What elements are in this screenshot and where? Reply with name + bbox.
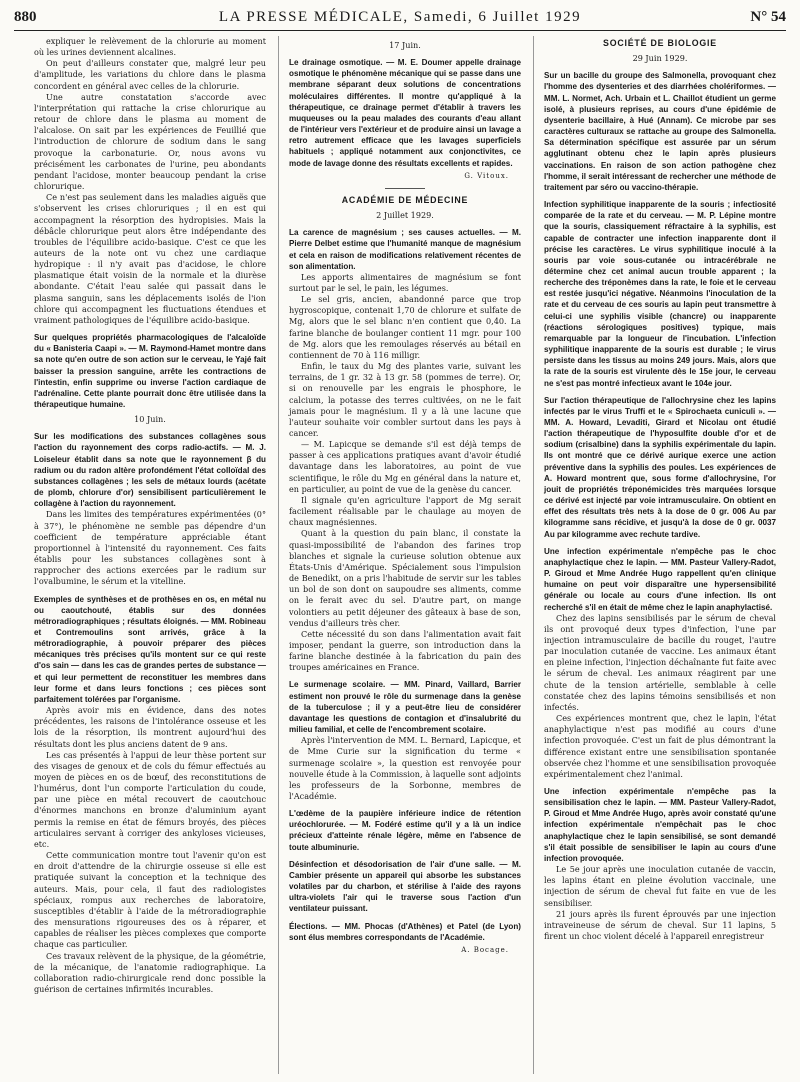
column-left bbox=[34, 36, 266, 1074]
article-heading: Sur quelques propriétés pharmacologiques de l'alcaloïde du « Banisteria Caapi ». — M. Raymond-Hamet montre dans sa note qu'en outre de son action sur le cerveau, le Yajé fait baisser la pression sanguine, arrête les contractions de l'intestin, enfin supprime ou inverse l'action cardiaque de l'adrénaline. Cette plante pourrait donc être utilisée dans la thérapeutique humaine. bbox=[34, 333, 266, 409]
section-title: SOCIÉTÉ DE BIOLOGIE bbox=[603, 38, 717, 48]
article-heading: Sur les modifications des substances collagènes sous l'action du rayonnement des corps radio-actifs. — M. J. Loiseleur établit dans sa note que le rayonnement β du radium ou du radon altère profondément l'état colloïdal des substances collagènes ; les sels de métaux lourds (acétate de plomb, chlorure d'or) sensibilisent particulièrement le collagène à l'action du rayonnement. bbox=[34, 432, 266, 509]
session-date: 17 Juin. bbox=[389, 40, 421, 50]
paragraph: Dans les limites des températures expérimentées (0° à 37°), le phénomène ne semble pas dépendre d'un coefficient de température appréciable étant proportionnel à l'intensité du rayonnement. Ces faits établis pour les substances collagènes sont à rapprocher des actions exercées par le radium sur l'ovalbumine, le sérum et la vitelline. bbox=[34, 509, 266, 587]
paragraph: 21 jours après ils furent éprouvés par une injection intraveineuse de sérum de cheval. Sur 11 lapins, 5 firent un choc violent décelé à l'appareil enregistreur bbox=[544, 908, 776, 942]
article-heading: La carence de magnésium ; ses causes actuelles. — M. Pierre Delbet estime que l'humanité manque de magnésium et cela en raison de modifications relativement récentes de son alimentation. bbox=[289, 228, 521, 271]
article-heading: Une infection expérimentale n'empêche pas le choc anaphylactique chez le lapin. — MM. Pasteur Vallery-Radot, P. Giroud et Mme Andrée Hugo rappellent qu'en clinique humaine on peut voir disparaître une hypersensibilité générale ou locale au cours d'une infection. Ils ont recherché s'il en était de même chez le lapin anaphylactisé. bbox=[544, 546, 776, 612]
paragraph: Une autre constatation s'accorde avec l'interprétation qui rattache la crise chlorurique au retour de chlore dans le plasma au moment de l'alcalose. On sait par les expériences de Feuillié que l'introduction de chlorure de sodium dans le sang provoque la carbonaturie. Or, nous avons vu précisément les carbonates de l'urine, peu abondants pendant l'acidose, monter beaucoup pendant la crise chlorurique. bbox=[34, 91, 266, 192]
article-heading: L'œdème de la paupière inférieure indice de rétention uréochlorurée. — M. Fodéré estime qu'il y a là un indice précieux d'atteinte rénale légère, même en l'absence de toute albuminurie. bbox=[289, 809, 521, 852]
paragraph: — M. Lapicque se demande s'il est déjà temps de passer à ces applications pratiques avant d'avoir étudié davantage dans les laboratoires, au point de vue scientifique, le rôle du Mg en général dans la nature et, en particulier, au point de vue de la genèse du cancer. bbox=[289, 439, 521, 494]
article-heading: Sur l'action thérapeutique de l'allochrysine chez les lapins infectés par le virus Truffi et le « Spirochaeta cuniculi ». — MM. A. Howard, Levaditi, Girard et Nicolau ont étudié l'action thérapeutique de l'hyposulfite double d'or et de sodium (crisalbine) dans la syphilis expérimentale du lapin. Ils ont montré que ce dérivé aurique exerce une action préventive dans la syphilis des poules. Les expériences de A. Howard montrent que, sous forme d'allochrysine, l'or jouit de propriétés tréponémicides très marquées lorsque ce dérivé est injecté par voie intramusculaire. On obtient en effet des résultats très nets à la dose de 0 gr. 006 Au par kilogramme sans récidive, et jusqu'à la dose de 0 gr. 0037 Au par kilogramme avec rechute tardive. bbox=[544, 395, 776, 539]
paragraph: Après l'intervention de MM. L. Bernard, Lapicque, et de Mme Curie sur la signification du terme « surmenage scolaire », la question est renvoyée pour nouvelle étude à la Commission, à laquelle sont adjoints les professeurs de la Sorbonne, membres de l'Académie. bbox=[289, 735, 521, 801]
section-title: ACADÉMIE DE MÉDECINE bbox=[341, 194, 469, 205]
session-date: 29 Juin 1929. bbox=[632, 53, 688, 64]
author-signature: A. Bocage. bbox=[461, 945, 509, 954]
issue-number: N° 54 bbox=[750, 8, 786, 25]
paragraph: expliquer le relèvement de la chlorurie au moment où les urines deviennent alcalines. bbox=[34, 36, 266, 58]
paragraph: Cette communication montre tout l'avenir qu'on est en droit d'attendre de la chirurgie osseuse si elle est pratiquée suivant la conception et la technique des auteurs. Mais, pour cela, il faut des radiologistes spéciaux, rompus aux recherches de laboratoire, susceptibles d'établir à l'aide de la métroradiographie des mensurations rigoureuses des os à réparer, et capables de réaliser les pièces complexes que comporte chaque cas particulier. bbox=[34, 850, 266, 950]
paragraph: On peut d'ailleurs constater que, malgré leur peu d'amplitude, les variations du chlore dans le plasma concordent en général avec celles de la chlorurie. bbox=[34, 58, 266, 91]
column-right bbox=[533, 36, 776, 1074]
paragraph: Chez des lapins sensibilisés par le sérum de cheval ils ont provoqué deux types d'infection, l'une par injection intramusculaire de bacille du rouget, l'autre par inoculation cutanée de vaccine. Les animaux étant en pleine infection, l'injection déchaînante fut faite avec le sérum de cheval. Les animaux réagirent par une chute de la tension artérielle, semblable à celle constatée chez des lapins témoins sensibilisés et non infectés. bbox=[544, 612, 776, 712]
paragraph: Il signale qu'en agriculture l'apport de Mg serait facilement réalisable par le chaulage au moyen de chaux magnésiennes. bbox=[289, 494, 521, 528]
paragraph: Ces expériences montrent que, chez le lapin, l'état anaphylactique n'est pas modifié au cours d'une infection provoquée. C'est un fait de plus démontrant la différence existant entre une sensibilisation spontanée observée chez l'homme et une sensibilisation provoquée expérimentalement chez l'animal. bbox=[544, 713, 776, 779]
paragraph: Quant à la question du pain blanc, il constate la quasi-impossibilité de l'abandon des farines trop blanches et signale la curieuse solution obtenue aux États-Unis d'Amérique. Spécialement sous l'impulsion de Benedikt, on a pris l'habitude de servir sur les tables un bol de son dont on saupoudre ses aliments, comme on le ferait avec du sel. D'autre part, on mange volontiers au petit déjeuner des gâteaux à base de son, vendus d'ailleurs très cher. bbox=[289, 528, 521, 628]
paragraph: Enfin, le taux du Mg des plantes varie, suivant les terrains, de 1 gr. 32 à 13 gr. 58 (pommes de terre). Or, si on renouvelle par les engrais le phosphore, le calcium, la potasse des terres cultivées, on ne le fait jamais pour le magnésium. Il y a là une lacune que l'auteur souhaite voir combler surtout dans les pays à cancer. bbox=[289, 361, 521, 438]
paragraph: Les apports alimentaires de magnésium se font surtout par le sel, le pain, les légumes. bbox=[289, 271, 521, 293]
article-heading: Exemples de synthèses et de prothèses en os, en métal nu ou caoutchouté, établis sur des données métroradiographiques ; résultats éloignés. — MM. Robineau et Contremoulins sont arrivés, grâce à la métroradiographie, à pouvoir préparer des pièces mécaniques très précises qu'ils montent sur ce qui reste d'os sain — dans les cas de grandes pertes de substance — et qui leur permettent de reconstituer les membres dans leur forme et dans leurs fonctions ; ces pièces sont parfaitement tolérées par l'organisme. bbox=[34, 594, 266, 704]
paragraph: Ces travaux relèvent de la physique, de la géométrie, de la mécanique, de l'anatomie radiographique. La collaboration radio-chirurgicale rend donc possible la guérison de certaines infirmités incurables. bbox=[34, 950, 266, 994]
column-middle bbox=[278, 36, 521, 1074]
journal-title: LA PRESSE MÉDICALE, Samedi, 6 Juillet 1929 bbox=[218, 8, 582, 25]
session-date: 2 Juillet 1929. bbox=[376, 210, 434, 221]
page-body bbox=[34, 36, 776, 1074]
page-number: 880 bbox=[14, 8, 37, 25]
paragraph: Ce n'est pas seulement dans les maladies aiguës que s'observent les crises chloruriques ; il en est qui accompagnent la résorption des hydropisies. Mais la débâcle chlorurique peut alors être indépendante des troubles de l'équilibre acido-basique. C'est ce que les auteurs de la note ont vu chez une cardiaque hydropique : il n'y avait pas d'acidose, le chlore plasmatique était voisin de la normale et la diurèse abondante. C'était l'eau salée qui passait dans le plasma sanguin, sans les déplacements isolés de l'ion chlore qui accompagnent les fluctuations étendues et vraiment pathologiques de l'équilibre acido-basique. bbox=[34, 192, 266, 325]
article-heading: Le drainage osmotique. — M. E. Doumer appelle drainage osmotique le phénomène mécanique qui se passe dans une membrane séparant deux solutions de concentrations moléculaires différentes. Il montre qu'appliqué à la thérapeutique, ce drainage permet d'établir à travers les muqueuses ou la peau malades des courants d'eau allant de l'intérieur vers l'extérieur et de produire ainsi un lavage a retro autrement efficace que les lavages superficiels habituels ; appliqué notamment aux conjonctivites, ce mode de lavage donne des résultats excellents et rapides. bbox=[289, 58, 521, 168]
paragraph: Après avoir mis en évidence, dans des notes précédentes, les raisons de l'intolérance osseuse et les lois de la résorption, ils montrent aujourd'hui des résultats dont les plus anciens datent de 9 ans. bbox=[34, 705, 266, 749]
paragraph: Le sel gris, ancien, abandonné parce que trop hygroscopique, contenait 1,70 de chlorure et sulfate de Mg, alors que le sel blanc n'en contient que 0,40. La farine blanche de boulanger contient 11 mgr. pour 100 de Mg. alors que les remoulages réservés au bétail en contiennent de 70 à 116 milligr. bbox=[289, 294, 521, 360]
article-heading: Une infection expérimentale n'empêche pas la sensibilisation chez le lapin. — MM. Pasteur Vallery-Radot, P. Giroud et Mme Andrée Hugo, après avoir constaté qu'une infection expérimentale n'empêchait pas le choc anaphylactique chez le lapin sensibilisé, se sont demandé s'il était possible de sensibiliser le lapin au cours d'une infection provoquée. bbox=[544, 787, 776, 863]
article-heading: Infection syphilitique inapparente de la souris ; infectiosité comparée de la rate et du cerveau. — M. P. Lépine montre que la souris, classiquement réfractaire à la syphilis, est capable de contracter une infection inapparente dont il précise les caractères. Le virus syphilitique inoculé à la souris par voie sous-cutanée ou intracérébrale ne détermine chez cet animal aucun trouble apparent ; la recherche des tréponèmes dans la rate, le foie et le cerveau est restée jusqu'ici négative. Néanmoins l'inoculation de la rate et du cerveau de ces souris au lapin peut transmettre à celui-ci une syphilis visible (chancre) ou inapparente (réactions sérologiques positives) typique, mais remarquable par la longueur de l'incubation. L'infection syphilitique inapparente de la souris est durable ; le virus persiste dans les tissus au moins 249 jours. Mais, alors que la rate de la souris est virulente dès le 15e jour, le cerveau ne s'est pas montré infectieux avant le 104e jour. bbox=[544, 200, 776, 388]
author-signature: G. Vitoux. bbox=[464, 171, 509, 180]
paragraph: Les cas présentés à l'appui de leur thèse portent sur des visages de genoux et de cols du fémur effectués au moyen de pièces en os de bœuf, des reconstitutions de l'humérus, dont l'un comporte l'articulation du coude, par une pièce en métal recouvert de caoutchouc d'énormes manchons en bronze d'aluminium ayant permis la remise en état de fémurs broyés, des pièces articulaires servant à corriger des ankyloses vicieuses, etc. bbox=[34, 749, 266, 849]
article-heading: Désinfection et désodorisation de l'air d'une salle. — M. Cambier présente un appareil qui absorbe les substances volatiles par du charbon, et stérilise à l'aide des rayons ultra-violets l'air qui le traverse sous l'action d'un ventilateur puissant. bbox=[289, 859, 521, 914]
article-heading: Élections. — MM. Phocas (d'Athènes) et Patel (de Lyon) sont élus membres correspondants de l'Académie. bbox=[289, 921, 521, 942]
article-heading: Le surmenage scolaire. — MM. Pinard, Vaillard, Barrier estiment non prouvé le rôle du surmenage dans la genèse de la tuberculose ; il y a peut-être lieu de considérer davantage les questions de contagion et d'insalubrité du milieu familial, et celle de l'encombrement scolaire. bbox=[289, 680, 521, 735]
paragraph: Le 5e jour après une inoculation cutanée de vaccin, les lapins étant en pleine évolution vaccinale, une injection de sérum de cheval fut faite en vue de les sensibiliser. bbox=[544, 864, 776, 908]
article-heading: Sur un bacille du groupe des Salmonella, provoquant chez l'homme des dysenteries et des diarrhées cholériformes. — MM. L. Normet, Ach. Urbain et L. Chaillot étudient un germe isolé, à plusieurs reprises, au cours d'une épidémie de dysenterie bacillaire, à Hué (Annam). Ce microbe par ses caractères culturaux se rattache au groupe des Salmonella. Sa détermination spécifique est assurée par un sérum agglutinant obtenu chez le lapin après plusieurs vaccinations. En raison de son action pathogène chez l'homme, il serait intéressant de rechercher une méthode de traitement par séro ou vaccino-thérapie. bbox=[544, 71, 776, 192]
paragraph: Cette nécessité du son dans l'alimentation avait fait imposer, pendant la guerre, son introduction dans la farine blanche destinée à la fabrication du pain des troupes américaines en France. bbox=[289, 628, 521, 673]
running-header bbox=[14, 4, 786, 31]
session-date: 10 Juin. bbox=[134, 414, 166, 425]
separator-rule bbox=[385, 188, 425, 189]
